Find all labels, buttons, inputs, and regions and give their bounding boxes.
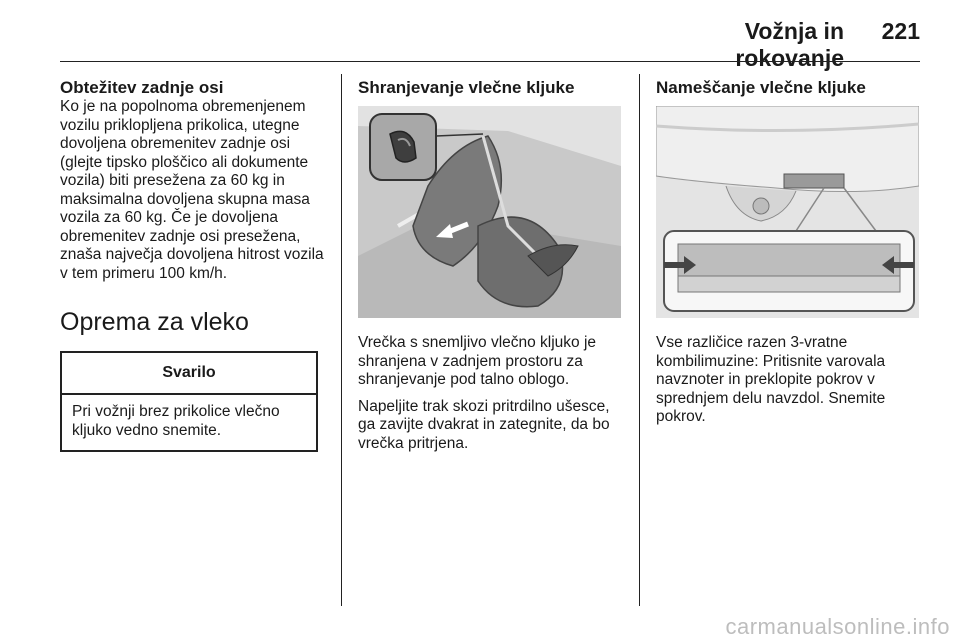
page-number: 221 <box>881 18 920 44</box>
tow-bar-cover-illustration <box>656 106 919 318</box>
running-header-title: Vožnja in rokovanje <box>735 18 844 71</box>
rear-axle-heading: Obtežitev zadnje osi <box>60 78 224 97</box>
storage-heading: Shranjevanje vlečne kljuke <box>358 78 575 97</box>
column-left <box>60 78 326 452</box>
rear-axle-paragraph: Ko je na popolnoma obremenjenem vozilu priklopljena prikolica, utegne dovoljena obremenitev zadnje osi (glejte tipsko ploščico ali dokumente vozila) biti presežena za 60 kg in maksimalna dovoljena skupna masa vozila za 60 kg. Če je dovoljena obremenitev zadnje osi presežena, znaša največja dovoljena hitrost vozila v tem primeru 100 km/h. <box>60 98 324 282</box>
towing-equipment-title: Oprema za vleko <box>60 308 249 336</box>
column-middle <box>358 78 624 453</box>
installation-paragraph: Vse različice razen 3-vratne kombilimuzine: Pritisnite varovala navznoter in preklopite pokrov v sprednjem delu navzdol. Snemite pokrov. <box>656 334 886 425</box>
warning-text: Pri vožnji brez prikolice vlečno kljuko vedno snemite. <box>72 403 280 439</box>
installation-heading: Nameščanje vlečne kljuke <box>656 78 866 97</box>
column-right <box>656 78 922 427</box>
tow-bar-bag-illustration <box>358 106 621 318</box>
warning-box <box>60 351 318 452</box>
watermark: carmanualsonline.info <box>725 614 950 639</box>
warning-title: Svarilo <box>62 353 316 395</box>
column-divider-1 <box>341 74 342 606</box>
column-divider-2 <box>639 74 640 606</box>
header-rule <box>60 61 920 62</box>
storage-paragraph-1: Vrečka s snemljivo vlečno kljuko je shranjena v zadnjem prostoru za shranjevanje pod talno oblogo. <box>358 334 597 388</box>
storage-paragraph-2: Napeljite trak skozi pritrdilno ušesce, ga zavijte dvakrat in zategnite, da bo vrečka pritrjena. <box>358 397 610 452</box>
